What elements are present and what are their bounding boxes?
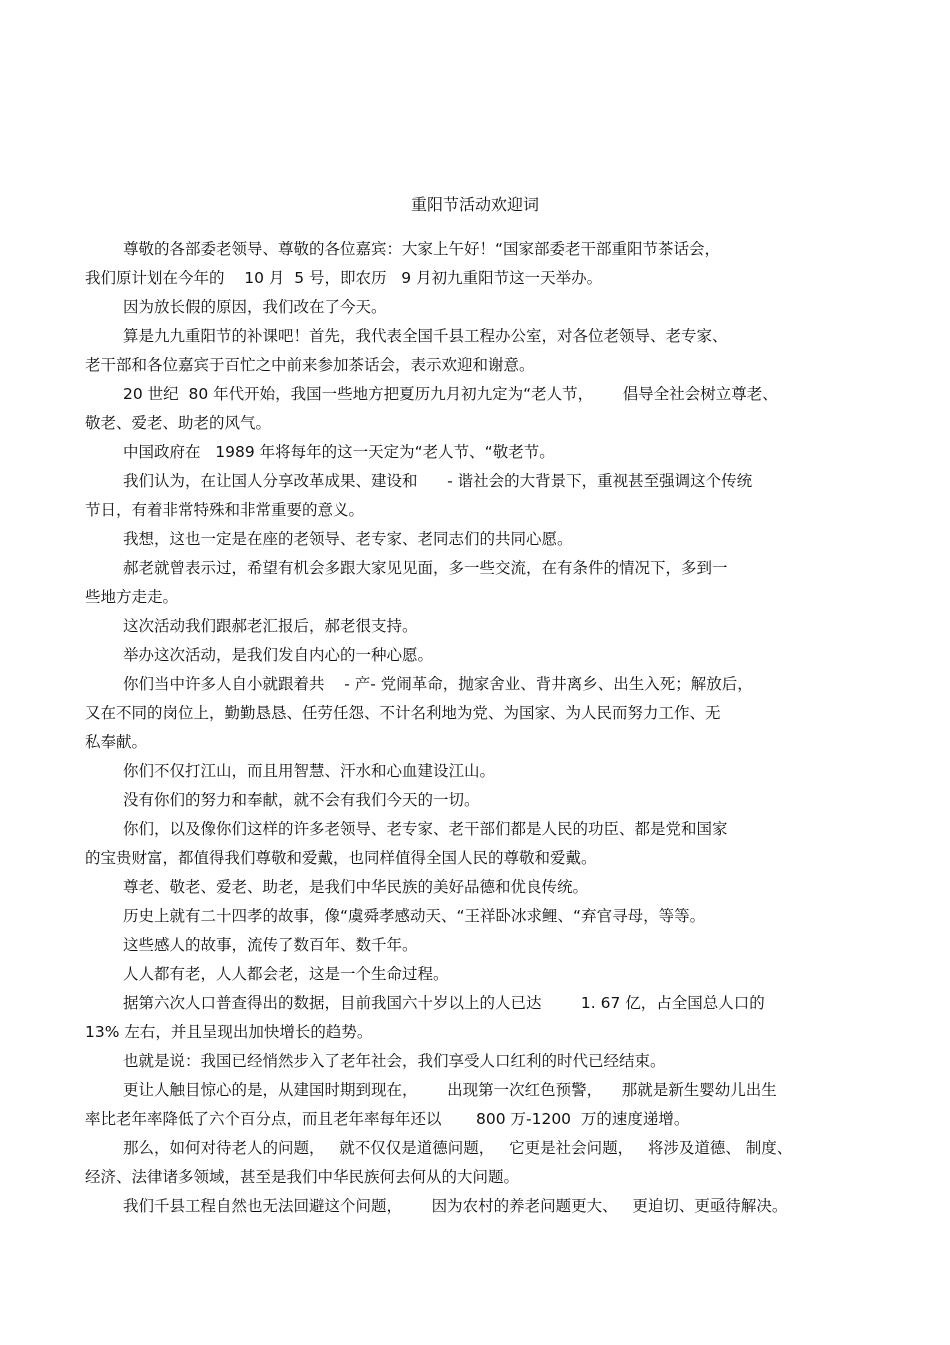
body-line: 算是九九重阳节的补课吧！首先，我代表全国千县工程办公室，对各位老领导、老专家、 xyxy=(123,327,728,345)
body-line: 据第六次人口普查得出的数据，目前我国六十岁以上的人已达 1. 67 亿，占全国总人口的 xyxy=(123,994,765,1012)
body-line: 中国政府在 1989 年将每年的这一天定为“老人节、“敬老节。 xyxy=(123,443,555,461)
body-line: 敬老、爱老、助老的风气。 xyxy=(85,414,272,432)
body-line: 尊老、敬老、爱老、助老，是我们中华民族的美好品德和优良传统。 xyxy=(123,878,589,896)
body-line: 率比老年率降低了六个百分点，而且老年率每年还以 800 万-1200 万的速度递增。 xyxy=(85,1110,690,1128)
body-line: 举办这次活动，是我们发自内心的一种心愿。 xyxy=(123,646,434,664)
body-line: 郝老就曾表示过，希望有机会多跟大家见见面，多一些交流，在有条件的情况下，多到一 xyxy=(123,559,728,577)
body-line: 这些感人的故事，流传了数百年、数千年。 xyxy=(123,936,418,954)
body-line: 也就是说：我国已经悄然步入了老年社会，我们享受人口红利的时代已经结束。 xyxy=(123,1052,666,1070)
body-line: 没有你们的努力和奉献，就不会有我们今天的一切。 xyxy=(123,791,480,809)
body-line: 13% 左右，并且呈现出加快增长的趋势。 xyxy=(85,1023,373,1041)
body-line: 又在不同的岗位上，勤勤恳恳、任劳任怨、不计名利地为党、为国家、为人民而努力工作、无 xyxy=(85,704,721,722)
body-line: 历史上就有二十四孝的故事，像“虞舜孝感动天、“王祥卧冰求鲤、“弃官寻母，等等。 xyxy=(123,907,706,925)
body-line: 尊敬的各部委老领导、尊敬的各位嘉宾：大家上午好！“国家部委老干部重阳节茶话会， xyxy=(123,240,721,258)
body-line: 我想，这也一定是在座的老领导、老专家、老同志们的共同心愿。 xyxy=(123,530,573,548)
body-line: 节日，有着非常特殊和非常重要的意义。 xyxy=(85,501,365,519)
body-line: 20 世纪 80 年代开始，我国一些地方把夏历九月初九定为“老人节， 倡导全社会树立尊老、 xyxy=(123,385,778,403)
body-line: 这次活动我们跟郝老汇报后，郝老很支持。 xyxy=(123,617,418,635)
body-line: 我们原计划在今年的 10 月 5 号，即农历 9 月初九重阳节这一天举办。 xyxy=(85,269,603,287)
body-line: 你们当中许多人自小就跟着共 - 产- 党闹革命，抛家舍业、背井离乡、出生入死；解放后， xyxy=(123,675,753,693)
body-line: 的宝贵财富，都值得我们尊敬和爱戴，也同样值得全国人民的尊敬和爱戴。 xyxy=(85,849,597,867)
document-title: 重阳节活动欢迎词 xyxy=(410,195,539,214)
body-line: 人人都有老，人人都会老，这是一个生命过程。 xyxy=(123,965,449,983)
body-line: 私奉献。 xyxy=(85,733,148,751)
body-line: 老干部和各位嘉宾于百忙之中前来参加茶话会，表示欢迎和谢意。 xyxy=(85,356,535,374)
body-line: 那么，如何对待老人的问题， 就不仅仅是道德问题， 它更是社会问题， 将涉及道德、 制度、 xyxy=(123,1139,793,1157)
body-line: 因为放长假的原因，我们改在了今天。 xyxy=(123,298,387,316)
body-line: 我们千县工程自然也无法回避这个问题， 因为农村的养老问题更大、 更迫切、更亟待解决。 xyxy=(123,1197,788,1215)
body-line: 你们不仅打江山，而且用智慧、汗水和心血建设江山。 xyxy=(123,762,496,780)
body-line: 我们认为，在让国人分享改革成果、建设和 - 谐社会的大背景下，重视甚至强调这个传统 xyxy=(123,472,753,490)
body-line: 你们，以及像你们这样的许多老领导、老专家、老干部们都是人民的功臣、都是党和国家 xyxy=(123,820,728,838)
body-line: 些地方走走。 xyxy=(85,588,179,606)
body-line: 经济、法律诸多领域，甚至是我们中华民族何去何从的大问题。 xyxy=(85,1168,520,1186)
body-line: 更让人触目惊心的是，从建国时期到现在， 出现第一次红色预警， 那就是新生婴幼儿出生 xyxy=(123,1081,777,1099)
